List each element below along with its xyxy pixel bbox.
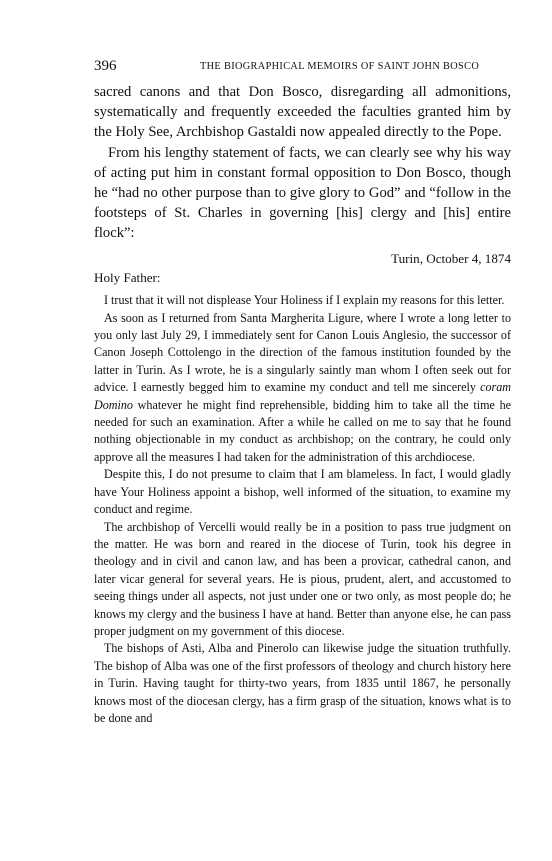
- running-head: THE BIOGRAPHICAL MEMOIRS OF SAINT JOHN BOSCO: [200, 61, 480, 72]
- intro-section: [94, 82, 511, 244]
- letter-paragraph: Despite this, I do not presume to claim that I am blameless. In fact, I would gladly have Your Holiness appoint a bishop, well informed of the situation, to examine my conduct and regime.: [94, 467, 511, 517]
- page-header: [94, 58, 511, 78]
- letter-paragraph: The bishops of Asti, Alba and Pinerolo can likewise judge the situation truthfully. The bishop of Alba was one of the first professors of theology and church history here in Turin. Having taught for thirty-two years, from 1835 until 1867, he personally knows most of the diocesan clergy, has a firm grasp of the situation, knows what is to be done and: [94, 641, 511, 725]
- intro-paragraph: sacred canons and that Don Bosco, disregarding all admonitions, systematically and frequently exceeded the faculties granted him by the Holy See, Archbishop Gastaldi now appealed directly to the Pope.: [94, 84, 511, 141]
- intro-paragraph: From his lengthy statement of facts, we can clearly see why his way of acting put him in constant formal opposition to Don Bosco, though he “had no other purpose than to give glory to God” and “follow in the footsteps of St. Charles in governing [his] clergy and [his] entire flock”:: [94, 144, 511, 242]
- letter-paragraph: [94, 310, 511, 467]
- body-text: [94, 82, 511, 727]
- letter-paragraph: The archbishop of Vercelli would really be in a position to pass true judgment on the matter. He was born and reared in the diocese of Turin, took his degree in theology and in civil and canon law, and has been a provicar, cathedral canon, and later vicar general for several years. He is pious, prudent, alert, and accustomed to seeing things under all aspects, not just under one or two only, as most people do; he knows my clergy and the business I have at hand. Better than anyone else, he can pass proper judgment on my government of this diocese.: [94, 519, 511, 638]
- letter: [94, 250, 511, 728]
- letter-body: [94, 292, 511, 727]
- letter-salutation: Holy Father:: [94, 270, 161, 286]
- letter-text: whatever he might find reprehensible, bidding him to take all the time he needed for such an examination. After a while he called on me to say that he found nothing objectionable in my conduct as archbishop; on the contrary, he could only approve all the measures I had taken for the administration of this archdiocese.: [94, 397, 511, 464]
- letter-paragraph: I trust that it will not displease Your Holiness if I explain my reasons for this letter.: [104, 293, 505, 308]
- letter-text: As soon as I returned from Santa Margherita Ligure, where I wrote a long letter to you only last July 29, I immediately sent for Canon Louis Anglesio, the successor of Canon Joseph Cottolengo in the direction of the famous institution founded by the latter in Turin. As I wrote, he is a singularly saintly man whom I often seek out for advice. I earnestly begged him to examine my conduct and tell me sincerely: [94, 310, 511, 395]
- latin-phrase: coram Domino: [94, 380, 511, 412]
- letter-dateline: Turin, October 4, 1874: [391, 250, 511, 266]
- page-number: 396: [94, 58, 117, 74]
